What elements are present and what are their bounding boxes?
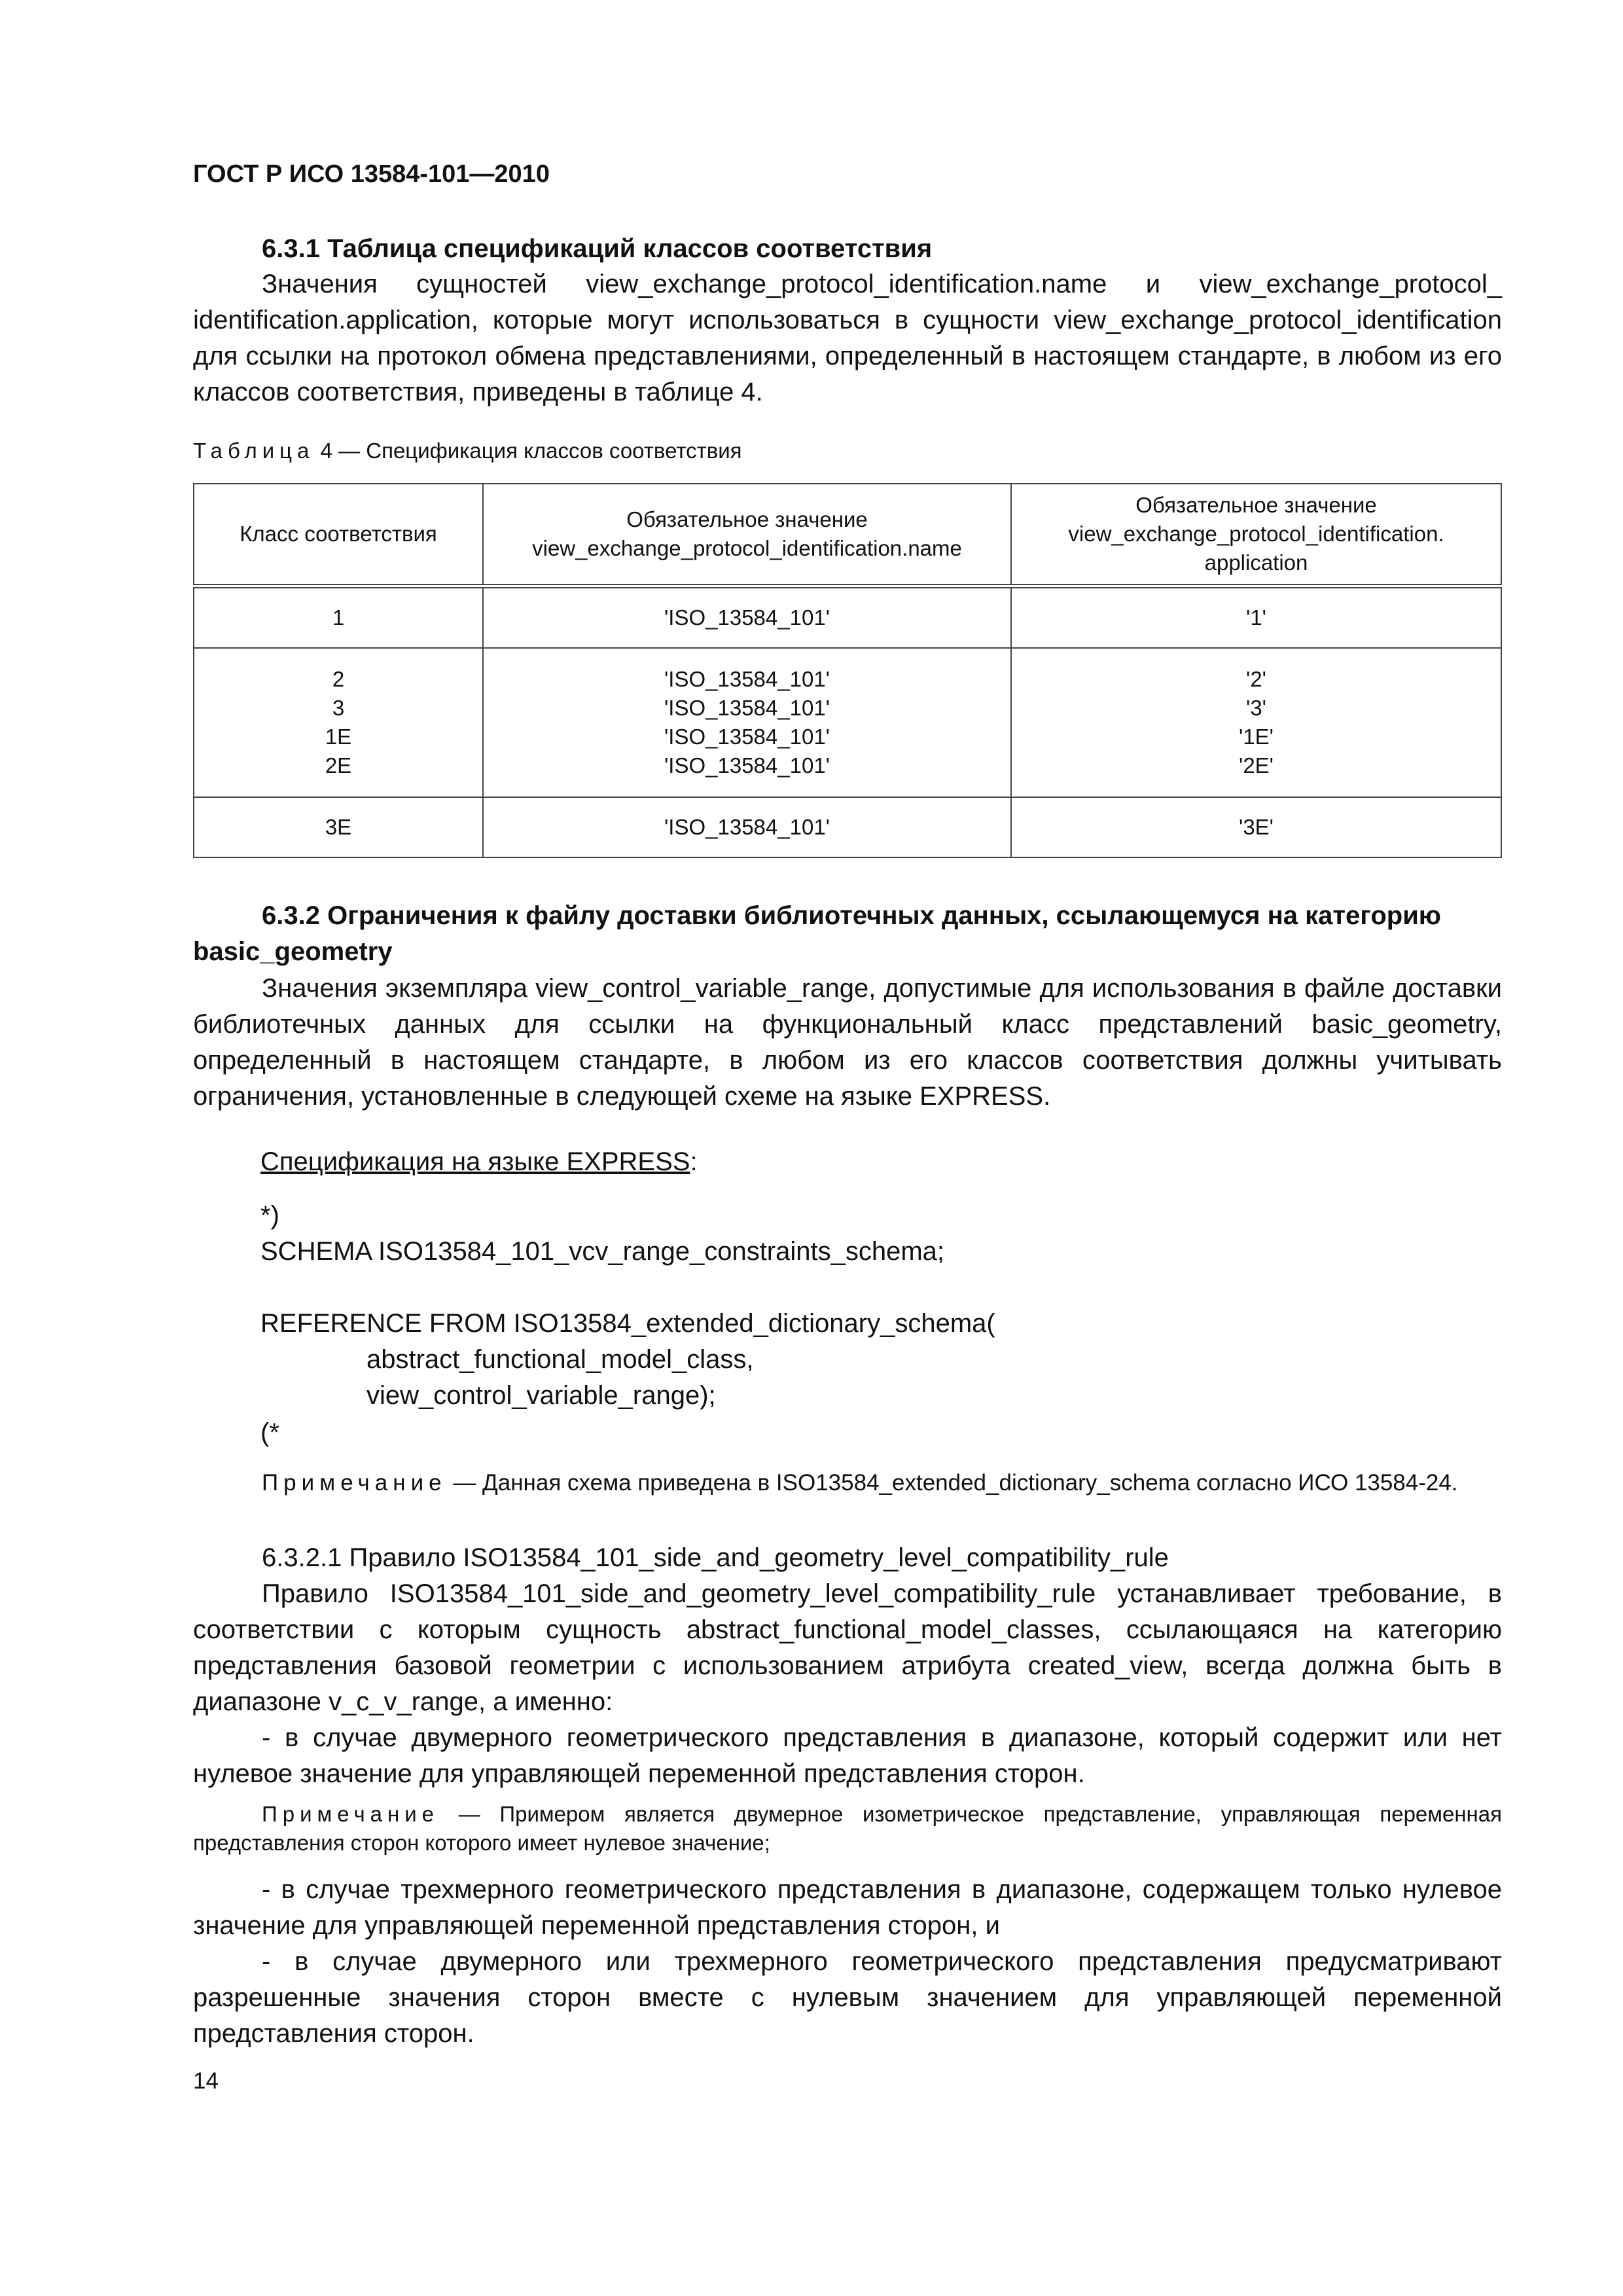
table-cell-class: 1 [194,586,483,649]
table-cell-name: 'ISO_13584_101' [483,797,1011,857]
table-header-row [194,484,1501,586]
list-item: - в случае двумерного или трехмерного геометрического представления предусматривают разрешенные значения сторон вместе с нулевым значением для управляющей переменной представления сторон. [193,1947,1502,2048]
note-text: — Примером является двумерное изометрическое представление, управляющая переменная представления сторон которого имеет нулевое значение; [193,1802,1502,1855]
header-col2-line1: Обязательное значение [626,507,868,531]
table-4-caption [193,439,742,463]
table-row [194,648,1501,797]
header-conformance-class: Класс соответствия [194,484,483,586]
header-col3-line1: Обязательное значение [1135,493,1377,517]
list-item: - в случае двумерного геометрического представления в диапазоне, который содержит или нет нулевое значение для управляющей переменной представления сторон. [193,1723,1502,1788]
table-cell-application: '2' '3' '1E' '2E' [1011,648,1501,797]
note-word: Примечание [262,1470,447,1496]
note-text: — Данная схема приведена в ISO13584_extended_dictionary_schema согласно ИСО 13584-24. [446,1470,1458,1496]
table-row [194,586,1501,649]
express-open-comment: *) [260,1201,279,1230]
header-required-application-value [1011,484,1501,586]
section-6-3-2-paragraph: Значения экземпляра view_control_variable_range, допустимые для использования в файле доставки библиотечных данных для ссылки на функциональный класс представлений basic_geometry, определенный в настоящем стандарте, в любом из его классов соответствия должны учитывать ограничения, установленные в следующей схеме на языке EXPRESS. [193,974,1502,1111]
header-required-name-value [483,484,1011,586]
header-col2-line2: view_exchange_protocol_identification.name [532,536,962,560]
express-reference-item: abstract_functional_model_class, [366,1345,754,1374]
section-6-3-2-1-heading: 6.3.2.1 Правило ISO13584_101_side_and_geometry_level_compatibility_rule [262,1543,1169,1572]
table-cell-application: '3E' [1011,797,1501,857]
note-example [193,1800,1502,1857]
express-close-comment: (* [260,1418,279,1447]
page-number: 14 [193,2068,219,2094]
table-row [194,797,1501,857]
express-reference-item: view_control_variable_range); [366,1381,716,1410]
note-schema-reference [193,1468,1502,1498]
table-caption-text: 4 — Спецификация классов соответствия [314,439,742,463]
table-cell-class: 3E [194,797,483,857]
table-cell-name: 'ISO_13584_101' 'ISO_13584_101' 'ISO_13584_101' 'ISO_13584_101' [483,648,1011,797]
conformance-class-table [193,483,1502,858]
document-identifier: ГОСТ Р ИСО 13584-101—2010 [193,160,550,188]
note-word: Примечание [262,1802,440,1826]
express-reference-line: REFERENCE FROM ISO13584_extended_dictionary_schema( [260,1309,995,1338]
table-cell-class: 2 3 1E 2E [194,648,483,797]
express-spec-label: Спецификация на языке EXPRESS: [260,1147,698,1176]
section-6-3-2-heading: 6.3.2 Ограничения к файлу доставки библиотечных данных, ссылающемуся на категорию basic_geometry [193,901,1441,966]
header-col3-line2: view_exchange_protocol_identification. application [1068,522,1444,575]
express-label-text: Спецификация на языке EXPRESS [260,1147,690,1176]
section-6-3-2-1-paragraph: Правило ISO13584_101_side_and_geometry_level_compatibility_rule устанавливает требование, в соответствии с которым сущность abstract_functional_model_classes, ссылающаяся на категорию представления базовой геометрии с использованием атрибута created_view, всегда должна быть в диапазоне v_c_v_range, а именно: [193,1579,1502,1716]
section-6-3-1-paragraph: Значения сущностей view_exchange_protocol_identification.name и view_exchange_protocol_ identification.application, которые могут использоваться в сущности view_exchange_protocol_identification для ссылки на протокол обмена представлениями, определенный в настоящем стандарте, в любом из его классов соответствия, приведены в таблице 4. [193,270,1502,406]
section-6-3-1-heading: 6.3.1 Таблица спецификаций классов соответствия [262,234,933,263]
express-schema-line: SCHEMA ISO13584_101_vcv_range_constraints_schema; [260,1237,945,1266]
list-item: - в случае трехмерного геометрического представления в диапазоне, содержащем только нулевое значение для управляющей переменной представления сторон, и [193,1875,1502,1940]
table-caption-word: Таблица [193,439,315,463]
table-cell-application: '1' [1011,586,1501,649]
table-cell-name: 'ISO_13584_101' [483,586,1011,649]
